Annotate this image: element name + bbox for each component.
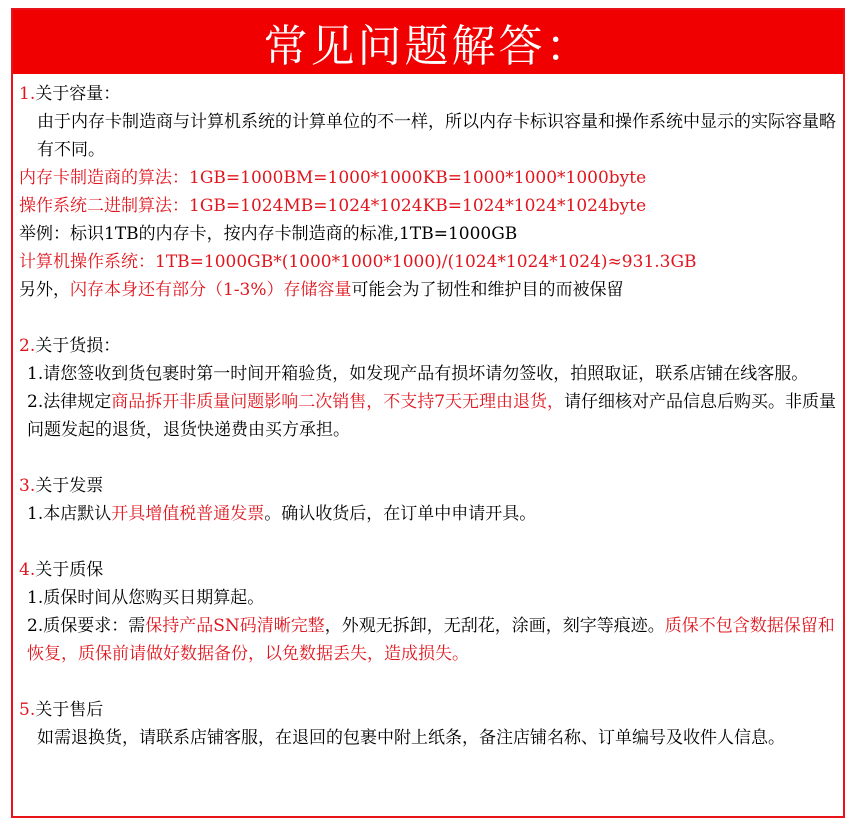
- page-title: [13, 10, 843, 74]
- section-title: 关于货损：: [35, 336, 121, 356]
- invoice-item-1: [19, 500, 837, 528]
- reserved-capacity-note: [19, 276, 837, 304]
- example-text: 举例：标识1TB的内存卡，按内存卡制造商的标准,1TB=1000GB: [19, 224, 518, 244]
- note-prefix: 另外，: [19, 280, 70, 300]
- section-4-heading: [19, 556, 837, 584]
- warranty-highlight-sn: 保持产品SN码清晰完整: [145, 616, 325, 636]
- damage-item-2: [19, 388, 837, 444]
- section-number: 3.: [19, 476, 36, 496]
- damage-item-2-suffix: 请仔细核对产品信息后购买。非质量问题发起的退货，退货快递费由买方承担。: [27, 392, 837, 440]
- warranty-prefix: 2.质保要求：需: [27, 616, 146, 636]
- section-3-heading: [19, 472, 837, 500]
- capacity-text: 由于内存卡制造商与计算机系统的计算单位的不一样，所以内存卡标识容量和操作系统中显示的实际容量略有不同。: [37, 112, 836, 160]
- page-title-text: 常见问题解答：: [263, 21, 593, 72]
- section-title: 关于售后: [35, 700, 104, 720]
- warranty-highlight-data: 质保不包含数据保留和恢复，质保前请做好数据备份，以免数据丢失，造成损失。: [27, 616, 835, 664]
- note-suffix: 可能会为了韧性和维护目的而被保留: [351, 280, 624, 300]
- section-title: 关于质保: [35, 560, 104, 580]
- warranty-item-1: 1.质保时间从您购买日期算起。: [27, 588, 265, 608]
- section-1-heading: [19, 80, 837, 108]
- damage-item-1: 1.请您签收到货包裹时第一时间开箱验货，如发现产品有损坏请勿签收，拍照取证，联系店铺在线客服。: [27, 364, 809, 384]
- computer-formula: 计算机操作系统：1TB=1000GB*(1000*1000*1000)/(1024*1024*1024)≈931.3GB: [19, 252, 697, 272]
- section-title: 关于发票: [35, 476, 104, 496]
- after-sales-text: [19, 724, 837, 752]
- invoice-suffix: 。确认收货后，在订单中申请开具。: [264, 504, 537, 524]
- section-number: 1.: [19, 84, 36, 104]
- note-highlight: 闪存本身还有部分（1-3%）存储容量: [70, 280, 352, 300]
- section-number: 4.: [19, 560, 36, 580]
- section-number: 2.: [19, 336, 36, 356]
- warranty-middle: ，外观无拆卸，无刮花，涂画，刻字等痕迹。: [324, 616, 665, 636]
- faq-content: [13, 74, 843, 752]
- invoice-prefix: 1.本店默认: [27, 504, 112, 524]
- damage-item-2-highlight: 商品拆开非质量问题影响二次销售，不支持7天无理由退货，: [111, 392, 565, 412]
- section-5-heading: [19, 696, 837, 724]
- section-title: 关于容量：: [35, 84, 121, 104]
- faq-panel: [11, 8, 845, 818]
- damage-item-2-prefix: 2.法律规定: [27, 392, 112, 412]
- manufacturer-formula: 内存卡制造商的算法：1GB=1000BM=1000*1000KB=1000*1000*1000byte: [19, 168, 647, 188]
- after-sales-body: 如需退换货，请联系店铺客服，在退回的包裹中附上纸条，备注店铺名称、订单编号及收件人信息。: [37, 728, 785, 748]
- capacity-paragraph: [19, 108, 837, 164]
- section-2-heading: [19, 332, 837, 360]
- invoice-highlight: 开具增值税普通发票: [111, 504, 265, 524]
- section-number: 5.: [19, 700, 36, 720]
- os-formula: 操作系统二进制算法：1GB=1024MB=1024*1024KB=1024*1024*1024byte: [19, 196, 647, 216]
- warranty-item-2: [19, 612, 837, 668]
